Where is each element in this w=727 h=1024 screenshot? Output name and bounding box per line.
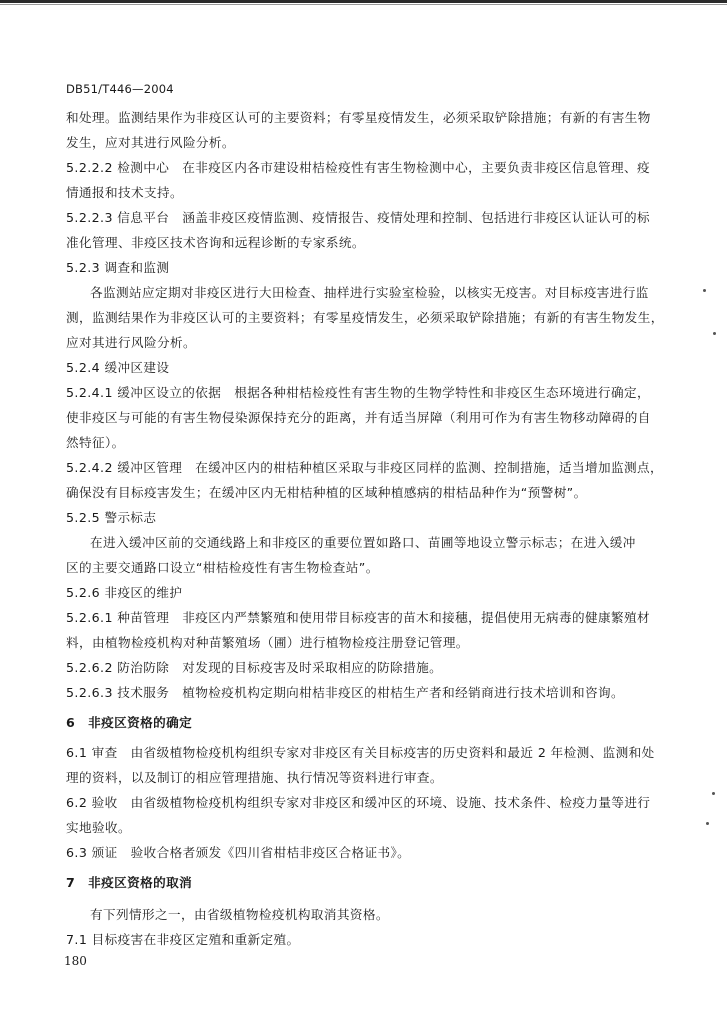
body-line: 使非疫区与可能的有害生物侵染源保持充分的距离，并有适当屏障（利用可作为有害生物移动障碍的自	[66, 410, 651, 425]
clause-5-2-2-2: 5.2.2.2 检测中心 在非疫区内各市建设柑桔检疫性有害生物检测中心，主要负责非疫区信息管理、疫	[66, 160, 651, 175]
scan-top-edge	[0, 0, 727, 3]
clause-6-1: 6.1 审查 由省级植物检疫机构组织专家对非疫区有关目标疫害的历史资料和最近 2 年检测、监测和处	[66, 745, 655, 760]
scan-top-edge-shadow	[0, 4, 727, 5]
clause-5-2-4-heading: 5.2.4 缓冲区建设	[66, 360, 170, 375]
clause-5-2-6-heading: 5.2.6 非疫区的维护	[66, 585, 183, 600]
section-6-heading: 6 非疫区资格的确定	[66, 715, 193, 730]
body-line: 有下列情形之一，由省级植物检疫机构取消其资格。	[90, 907, 389, 922]
clause-6-2: 6.2 验收 由省级植物检疫机构组织专家对非疫区和缓冲区的环境、设施、技术条件、检疫力量等进行	[66, 795, 651, 810]
body-line: 在进入缓冲区前的交通线路上和非疫区的重要位置如路口、苗圃等地设立警示标志；在进入缓冲	[90, 535, 636, 550]
scan-speck	[712, 792, 715, 795]
clause-7-1: 7.1 目标疫害在非疫区定殖和重新定殖。	[66, 932, 300, 947]
standard-code: DB51/T446—2004	[66, 82, 174, 96]
clause-5-2-4-2: 5.2.4.2 缓冲区管理 在缓冲区内的柑桔种植区采取与非疫区同样的监测、控制措施，适当增加监测点，	[66, 460, 664, 475]
scan-speck	[703, 289, 706, 292]
body-line: 各监测站应定期对非疫区进行大田检查、抽样进行实验室检验，以核实无疫害。对目标疫害进行监	[90, 285, 649, 300]
clause-5-2-5-heading: 5.2.5 警示标志	[66, 510, 157, 525]
body-line: 和处理。监测结果作为非疫区认可的主要资料；有零星疫情发生，必须采取铲除措施；有新的有害生物	[66, 110, 651, 125]
body-line: 确保没有目标疫害发生；在缓冲区内无柑桔种植的区域种植感病的柑桔品种作为“预警树”。	[66, 485, 587, 500]
clause-6-3: 6.3 颁证 验收合格者颁发《四川省柑桔非疫区合格证书》。	[66, 845, 411, 860]
clause-5-2-6-3: 5.2.6.3 技术服务 植物检疫机构定期向柑桔非疫区的柑桔生产者和经销商进行技术培训和咨询。	[66, 685, 625, 700]
clause-5-2-3-heading: 5.2.3 调查和监测	[66, 260, 170, 275]
body-line: 料，由植物检疫机构对种苗繁殖场（圃）进行植物检疫注册登记管理。	[66, 635, 469, 650]
clause-5-2-6-2: 5.2.6.2 防治防除 对发现的目标疫害及时采取相应的防除措施。	[66, 660, 443, 675]
body-line: 测，监测结果作为非疫区认可的主要资料；有零星疫情发生，必须采取铲除措施；有新的有害生物发生，	[66, 310, 664, 325]
body-line: 实地验收。	[66, 820, 131, 835]
body-line: 准化管理、非疫区技术咨询和远程诊断的专家系统。	[66, 235, 365, 250]
body-line: 情通报和技术支持。	[66, 185, 183, 200]
body-line: 区的主要交通路口设立“柑桔检疫性有害生物检查站”。	[66, 560, 379, 575]
scan-speck	[713, 332, 716, 335]
body-line: 理的资料，以及制订的相应管理措施、执行情况等资料进行审查。	[66, 770, 443, 785]
section-7-heading: 7 非疫区资格的取消	[66, 875, 193, 890]
scan-speck	[706, 822, 709, 825]
page-number: 180	[64, 954, 87, 968]
body-line: 应对其进行风险分析。	[66, 335, 196, 350]
body-line: 然特征）。	[66, 435, 125, 450]
body-line: 发生，应对其进行风险分析。	[66, 135, 235, 150]
clause-5-2-6-1: 5.2.6.1 种苗管理 非疫区内严禁繁殖和使用带目标疫害的苗木和接穗，提倡使用无病毒的健康繁殖材	[66, 610, 651, 625]
clause-5-2-4-1: 5.2.4.1 缓冲区设立的依据 根据各种柑桔检疫性有害生物的生物学特性和非疫区生态环境进行确定，	[66, 385, 651, 400]
clause-5-2-2-3: 5.2.2.3 信息平台 涵盖非疫区疫情监测、疫情报告、疫情处理和控制、包括进行非疫区认证认可的标	[66, 210, 651, 225]
